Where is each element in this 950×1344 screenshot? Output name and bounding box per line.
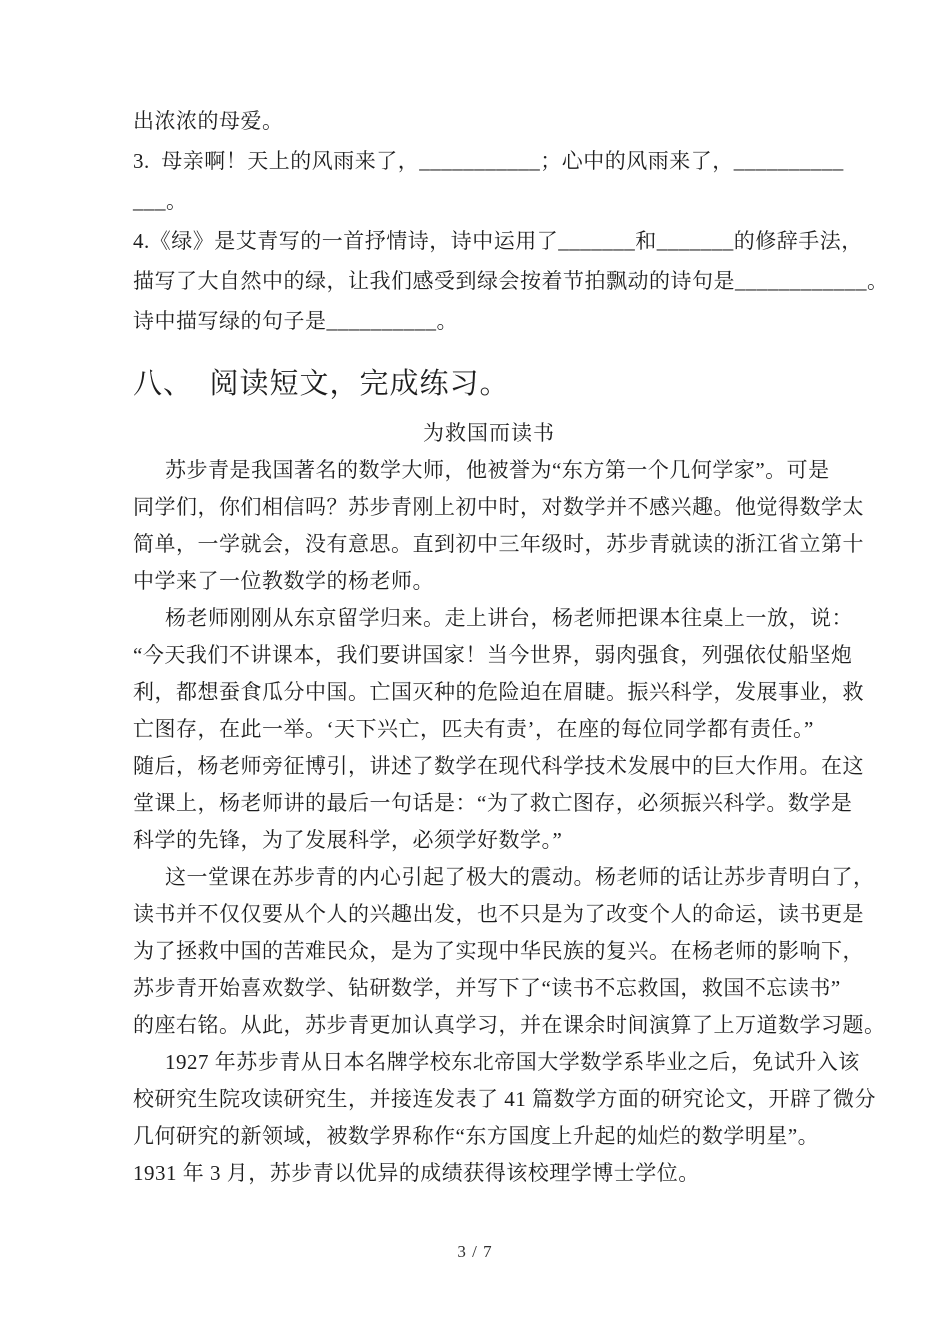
passage-line: 几何研究的新领域，被数学界称作“东方国度上升起的灿烂的数学明星”。 [133,1124,820,1148]
passage-title: 为救国而读书 [423,421,555,445]
passage-line: 为了拯救中国的苦难民众，是为了实现中华民族的复兴。在杨老师的影响下， [133,939,864,963]
passage-line: 1927 年苏步青从日本名牌学校东北帝国大学数学系毕业之后，免试升入该 [165,1050,860,1074]
document-content [133,101,889,1192]
passage-line: 这一堂课在苏步青的内心引起了极大的震动。杨老师的话让苏步青明白了， [165,865,875,889]
question-3-line-1: 3. 母亲啊！天上的风雨来了，___________；心中的风雨来了，__________ [133,149,844,173]
passage-line: 利，都想蚕食瓜分中国。亡国灭种的危险迫在眉睫。振兴科学，发展事业，救 [133,680,864,704]
question-4-line-2: 描写了大自然中的绿，让我们感受到绿会按着节拍飘动的诗句是____________。 [133,269,889,293]
question-3 [133,141,845,221]
question-3-line-2: ___。 [133,189,188,213]
passage-paragraph-3 [133,859,886,1044]
question-4-line-3: 诗中描写绿的句子是__________。 [133,309,458,333]
passage-line: “今天我们不讲课本，我们要讲国家！当今世界，弱肉强食，列强依仗船坚炮 [133,643,853,667]
passage-line: 苏步青是我国著名的数学大师，他被誉为“东方第一个几何学家”。可是 [165,458,830,482]
carryover-answer-line: 出浓浓的母爱。 [133,109,284,133]
passage-line: 亡图存，在此一举。‘天下兴亡，匹夫有责’，在座的每位同学都有责任。” [133,717,814,741]
passage-paragraph-4 [133,1044,876,1192]
passage-paragraph-1 [133,452,864,600]
passage-line: 简单，一学就会，没有意思。直到初中三年级时，苏步青就读的浙江省立第十 [133,532,864,556]
passage-line: 读书并不仅仅要从个人的兴趣出发，也不只是为了改变个人的命运，读书更是 [133,902,864,926]
passage-line: 科学的先锋，为了发展科学，必须学好数学。” [133,828,563,852]
passage-line: 同学们，你们相信吗？苏步青刚上初中时，对数学并不感兴趣。他觉得数学太 [133,495,864,519]
passage-line: 中学来了一位教数学的杨老师。 [133,569,434,593]
question-4-line-1: 4.《绿》是艾青写的一首抒情诗，诗中运用了_______和_______的修辞手法， [133,229,863,253]
passage-paragraph-2 [133,600,864,859]
passage-line: 随后，杨老师旁征博引，讲述了数学在现代科学技术发展中的巨大作用。在这 [133,754,864,778]
reading-passage [133,415,886,1192]
section-heading: 八、 阅读短文，完成练习。 [133,368,510,400]
question-4 [133,221,889,341]
passage-line: 杨老师刚刚从东京留学归来。走上讲台，杨老师把课本往桌上一放，说： [165,606,853,630]
passage-line: 苏步青开始喜欢数学、钻研数学，并写下了“读书不忘救国，救国不忘读书” [133,976,841,1000]
passage-line: 堂课上，杨老师讲的最后一句话是：“为了救亡图存，必须振兴科学。数学是 [133,791,853,815]
page-number: 3 / 7 [457,1242,493,1261]
passage-line: 的座右铭。从此，苏步青更加认真学习，并在课余时间演算了上万道数学习题。 [133,1013,886,1037]
passage-line: 1931 年 3 月，苏步青以优异的成绩获得该校理学博士学位。 [133,1161,700,1185]
passage-line: 校研究生院攻读研究生，并接连发表了 41 篇数学方面的研究论文，开辟了微分 [133,1087,876,1111]
